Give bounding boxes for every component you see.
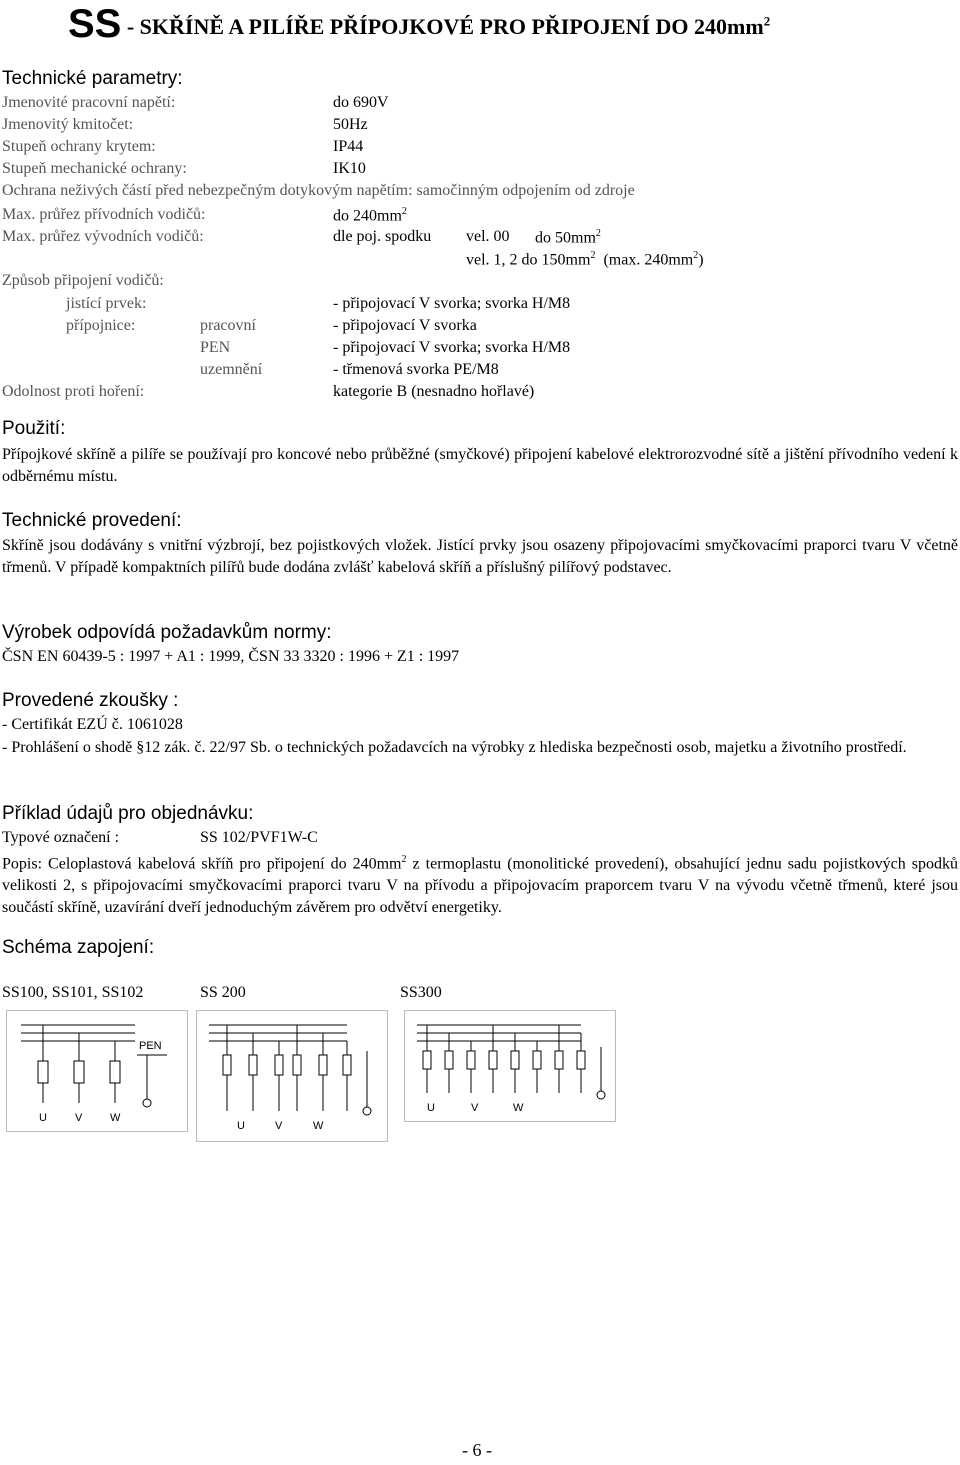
ik-value: IK10 [333, 160, 366, 177]
out-value-b: vel. 00 [466, 228, 510, 245]
design-heading: Technické provedení: [2, 510, 182, 531]
freq-value: 50Hz [333, 116, 368, 133]
breaker-value: - připojovací V svorka; svorka H/M8 [333, 295, 571, 312]
bus1-value: - připojovací V svorka [333, 317, 477, 334]
phase-v-label: V [75, 1112, 83, 1124]
order-heading: Příklad údajů pro objednávku: [2, 803, 254, 824]
phase-v-label: V [471, 1102, 479, 1114]
params-heading: Technické parametry: [2, 68, 183, 89]
usage-heading: Použití: [2, 418, 66, 439]
schema-label-2: SS 200 [200, 984, 246, 1001]
order-type-label: Typové označení : [2, 829, 120, 846]
bus1-label: pracovní [200, 317, 256, 334]
bus2-value: - připojovací V svorka; svorka H/M8 [333, 339, 571, 356]
page-title: SS - SKŘÍNĚ A PILÍŘE PŘÍPOJKOVÉ PRO PŘIPOJENÍ DO $240mm^2$ [68, 2, 771, 46]
breaker-label: jistící prvek: [66, 295, 147, 312]
tests-line2: - Prohlášení o shodě §12 zák. č. 22/97 Sb. o technických požadavcích na výrobky z hlediska bezpečnosti osob, majetku a životního prostředí. [2, 739, 907, 756]
usage-text: Přípojkové skříně a pilíře se používají pro koncové nebo průběžné (smyčkové) připojení kabelové elektrorozvodné sítě a jištění přívodního vedení k odběrnému místu. [2, 446, 958, 485]
norms-heading: Výrobek odpovídá požadavkům normy: [2, 622, 332, 643]
phase-w-label: W [110, 1112, 121, 1124]
bus-label: přípojnice: [66, 317, 136, 334]
out-value-c: do $50mm^2$ [535, 228, 601, 247]
phase-u-label: U [427, 1102, 435, 1114]
page-number: - 6 - [462, 1440, 492, 1460]
phase-u-label: U [237, 1120, 245, 1132]
fire-value: kategorie B (nesnadno hořlavé) [333, 383, 535, 400]
voltage-value: do 690V [333, 94, 389, 111]
ip-label: Stupeň ochrany krytem: [2, 138, 156, 155]
wiring-diagram-ss300 [404, 1010, 616, 1122]
tests-heading: Provedené zkoušky : [2, 690, 179, 711]
phase-u-label: U [39, 1112, 47, 1124]
freq-label: Jmenovitý kmitočet: [2, 116, 134, 133]
schema-label-3: SS300 [400, 984, 442, 1001]
tests-line1: - Certifikát EZÚ č. 1061028 [2, 716, 183, 733]
ip-value: IP44 [333, 138, 364, 155]
phase-v-label: V [275, 1120, 283, 1132]
pen-label: PEN [139, 1040, 162, 1052]
bus3-label: uzemnění [200, 361, 263, 378]
fire-label: Odolnost proti hoření: [2, 383, 145, 400]
out-value-a: dle poj. spodku [333, 228, 432, 245]
schema-label-1: SS100, SS101, SS102 [2, 984, 144, 1001]
order-type-value: SS 102/PVF1W-C [200, 829, 318, 846]
design-text: Skříně jsou dodávány s vnitřní výzbrojí, bez pojistkových vložek. Jistící prvky jsou osazeny připojovacími smyčkovacími praporci tvaru V včetně třmenů. V případě kompaktních pilířů bude dodána zvlášť kabelová skříň a příslušný pilířový podstavec. [2, 537, 958, 576]
wiring-diagram-ss200 [196, 1010, 388, 1142]
phase-w-label: W [513, 1102, 524, 1114]
conn-label: Způsob připojení vodičů: [2, 272, 164, 289]
order-description: Popis: Celoplastová kabelová skříň pro připojení do $240mm^2$ z termoplastu (monolitické provedení), obsahující jednu sadu pojistkových spodků velikosti 2, s připojovacími smyčkovacími praporci tvaru V na přívodu a připojovacím praporcem tvaru V na vývodu včetně třmenů, které jsou součástí skříně, uzavírání dveří jednoduchým závěrem pro odvětví energetiky. [2, 854, 958, 917]
schema-heading: Schéma zapojení: [2, 937, 155, 958]
bus2-label: PEN [200, 339, 231, 356]
in-label: Max. průřez přívodních vodičů: [2, 206, 206, 223]
norms-text: ČSN EN 60439-5 : 1997 + A1 : 1999, ČSN 33 3320 : 1996 + Z1 : 1997 [2, 648, 460, 665]
out2-value: vel. 1, 2 do $150mm^2$ (max. $240mm^2$) [466, 250, 704, 269]
in-value: do $240mm^2$ [333, 206, 407, 225]
wiring-diagram-ss100 [6, 1010, 188, 1132]
protection-line: Ochrana neživých částí před nebezpečným dotykovým napětím: samočinným odpojením od zdroje [2, 182, 635, 199]
ik-label: Stupeň mechanické ochrany: [2, 160, 187, 177]
bus3-value: - třmenová svorka PE/M8 [333, 361, 499, 378]
voltage-label: Jmenovité pracovní napětí: [2, 94, 176, 111]
out-label: Max. průřez vývodních vodičů: [2, 228, 204, 245]
phase-w-label: W [313, 1120, 324, 1132]
